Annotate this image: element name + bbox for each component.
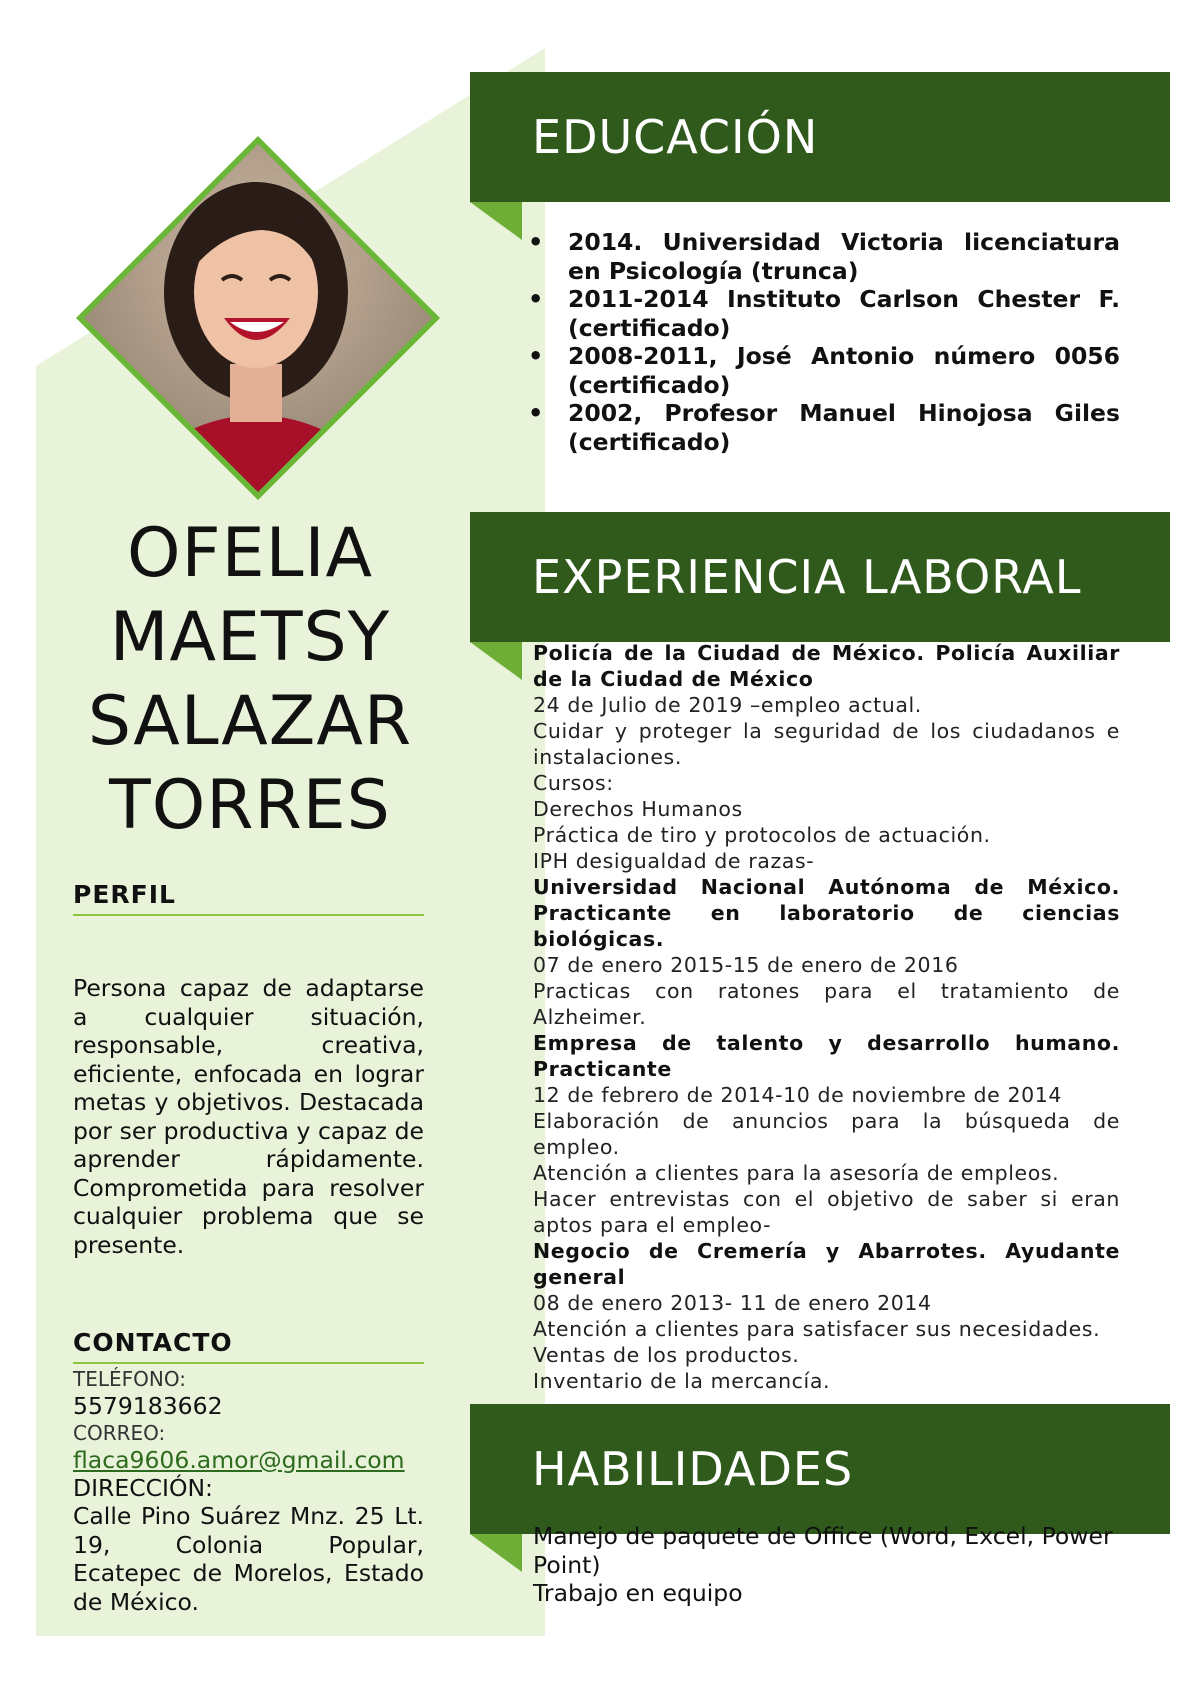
address-label: DIRECCIÓN:	[73, 1474, 213, 1502]
skills-banner-fold	[470, 1534, 522, 1572]
education-title: EDUCACIÓN	[532, 110, 819, 164]
experience-heading: Empresa de talento y desarrollo humano. Practicante	[533, 1031, 1120, 1081]
contact-divider	[73, 1362, 424, 1364]
education-item: • 2014. Universidad Victoria licenciatura en Psicología (trunca)	[568, 228, 1120, 285]
full-name	[40, 512, 460, 848]
experience-line: Cuidar y proteger la seguridad de los ciudadanos e instalaciones.	[533, 719, 1120, 769]
experience-line: Atención a clientes para satisfacer sus necesidades.	[533, 1317, 1101, 1341]
experience-heading: Policía de la Ciudad de México. Policía Auxiliar de la Ciudad de México	[533, 641, 1120, 691]
experience-line: Ventas de los productos.	[533, 1343, 800, 1367]
skills-banner	[470, 1404, 1170, 1534]
profile-title: PERFIL	[73, 880, 176, 909]
education-item: • 2002, Profesor Manuel Hinojosa Giles (certificado)	[568, 399, 1120, 456]
education-banner-fold	[470, 202, 522, 240]
experience-heading: Negocio de Cremería y Abarrotes. Ayudante general	[533, 1239, 1120, 1289]
experience-list	[533, 640, 1120, 1394]
name-line: TORRES	[109, 766, 391, 845]
contact-block	[73, 1366, 424, 1616]
experience-line: 07 de enero 2015-15 de enero de 2016	[533, 953, 959, 977]
experience-line: Inventario de la mercancía.	[533, 1369, 831, 1393]
name-line: SALAZAR	[87, 682, 413, 761]
experience-line: Cursos:	[533, 771, 614, 795]
email-link[interactable]: flaca9606.amor@gmail.com	[73, 1446, 405, 1474]
skills-list	[533, 1522, 1120, 1608]
education-list	[568, 228, 1120, 456]
experience-heading: Universidad Nacional Autónoma de México. Practicante en laboratorio de ciencias biológicas.	[533, 875, 1120, 951]
experience-line: Practicas con ratones para el tratamiento de Alzheimer.	[533, 979, 1120, 1029]
skill-item: Manejo de paquete de Office (Word, Excel, Power Point)	[533, 1522, 1113, 1579]
experience-line: IPH desigualdad de razas-	[533, 849, 815, 873]
experience-line: 24 de Julio de 2019 –empleo actual.	[533, 693, 922, 717]
name-line: OFELIA	[126, 514, 374, 593]
profile-photo	[72, 132, 444, 504]
phone-label: TELÉFONO:	[73, 1367, 186, 1391]
profile-text: Persona capaz de adaptarse a cualquier situación, responsable, creativa, eficiente, enfocada en lograr metas y objetivos. Destacada por ser productiva y capaz de aprender rápidamente. Comprometida para resolver cualquier problema que se presente.	[73, 974, 424, 1259]
education-item: • 2011-2014 Instituto Carlson Chester F. (certificado)	[568, 285, 1120, 342]
education-banner	[470, 72, 1170, 202]
experience-line: Derechos Humanos	[533, 797, 743, 821]
address-value: Calle Pino Suárez Mnz. 25 Lt. 19, Colonia Popular, Ecatepec de Morelos, Estado de México.	[73, 1502, 424, 1616]
email-label: CORREO:	[73, 1421, 166, 1445]
experience-line: 12 de febrero de 2014-10 de noviembre de 2014	[533, 1083, 1063, 1107]
phone-value: 5579183662	[73, 1392, 223, 1420]
skills-title: HABILIDADES	[532, 1442, 854, 1496]
skill-item: Trabajo en equipo	[533, 1579, 743, 1607]
education-item: • 2008-2011, José Antonio número 0056 (certificado)	[568, 342, 1120, 399]
contact-title: CONTACTO	[73, 1328, 233, 1357]
experience-banner-fold	[470, 642, 522, 680]
name-line: MAETSY	[109, 598, 391, 677]
experience-line: Atención a clientes para la asesoría de empleos.	[533, 1161, 1060, 1185]
profile-divider	[73, 914, 424, 916]
experience-line: Hacer entrevistas con el objetivo de saber si eran aptos para el empleo-	[533, 1187, 1120, 1237]
experience-line: 08 de enero 2013- 11 de enero 2014	[533, 1291, 932, 1315]
experience-title: EXPERIENCIA LABORAL	[532, 550, 1082, 604]
experience-line: Elaboración de anuncios para la búsqueda de empleo.	[533, 1109, 1120, 1159]
experience-banner	[470, 512, 1170, 642]
experience-line: Práctica de tiro y protocolos de actuación.	[533, 823, 991, 847]
